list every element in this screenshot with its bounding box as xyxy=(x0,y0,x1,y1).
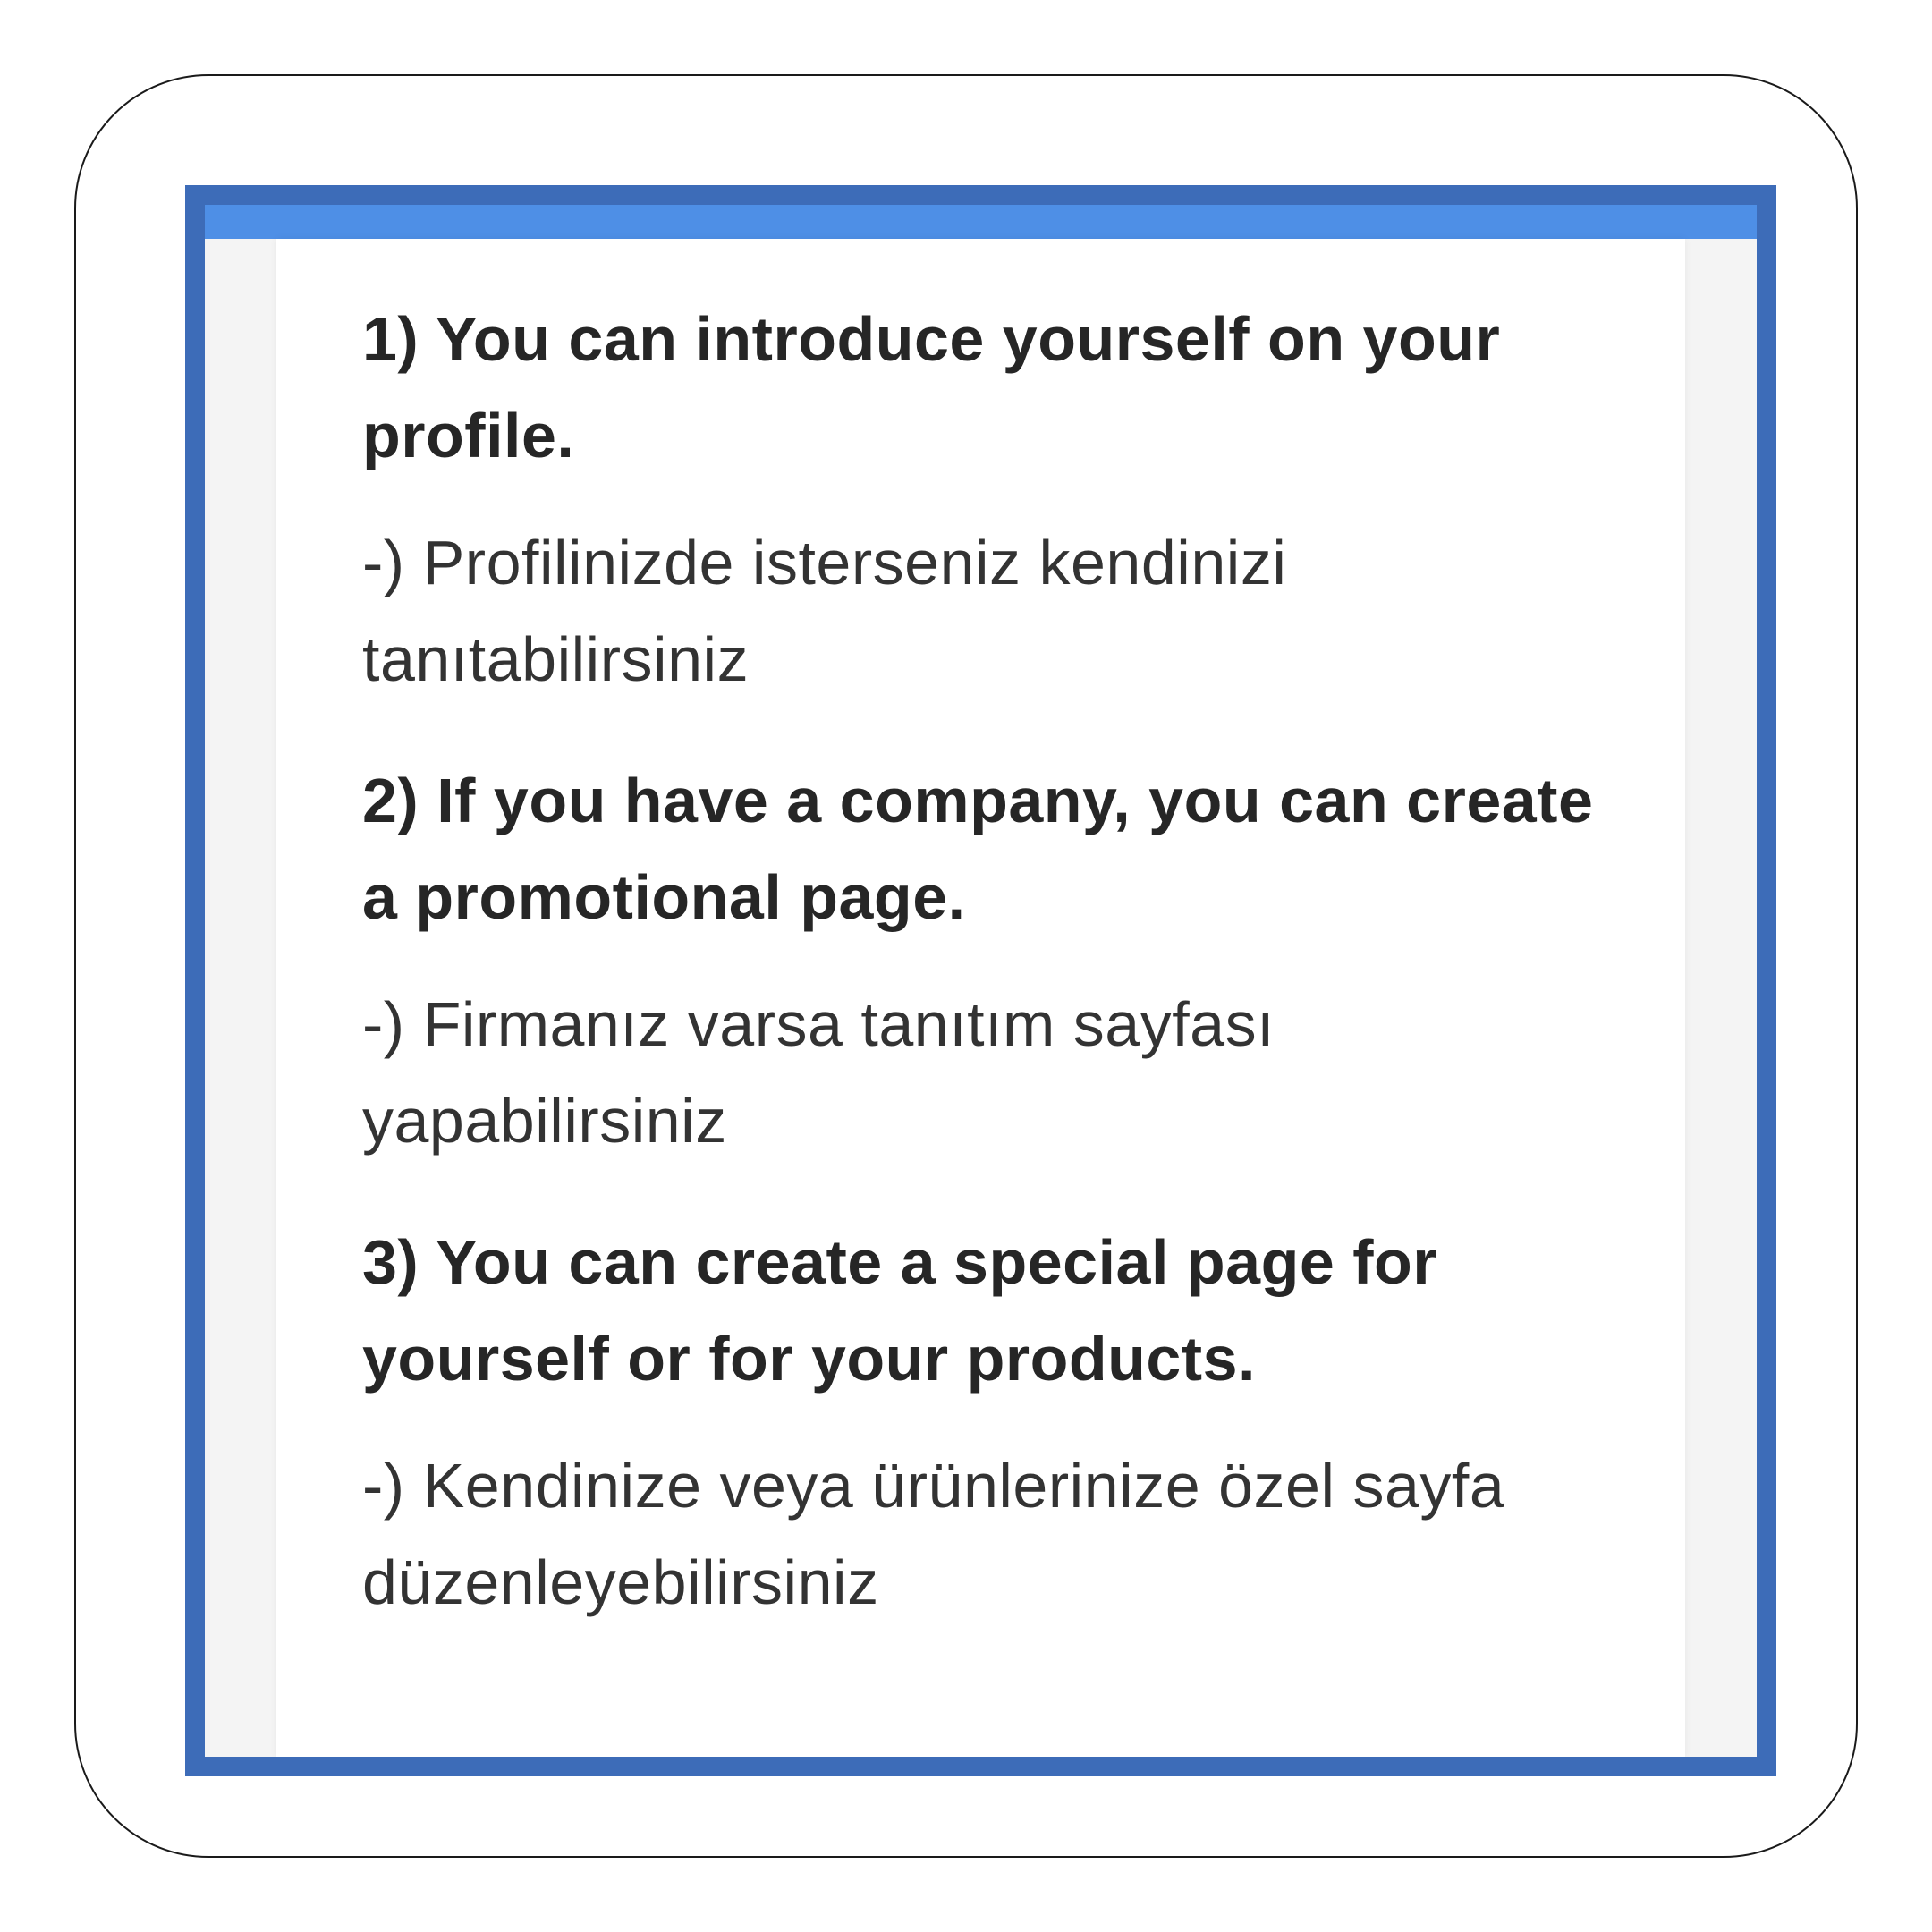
right-page-margin xyxy=(1685,239,1757,1757)
feature-section-3 xyxy=(362,1214,1599,1631)
feature-heading: 3) You can create a special page for yourself or for your products. xyxy=(362,1227,1438,1394)
content-panel xyxy=(276,239,1685,1757)
feature-heading: 2) If you have a company, you can create a promotional page. xyxy=(362,766,1594,932)
top-accent-bar xyxy=(205,205,1757,239)
screenshot-frame xyxy=(185,185,1776,1776)
feature-section-1 xyxy=(362,291,1599,708)
feature-translation: -) Firmanız varsa tanıtım sayfası yapabilirsiniz xyxy=(362,989,1275,1156)
feature-translation: -) Kendinize veya ürünlerinize özel sayfa düzenleyebilirsiniz xyxy=(362,1451,1505,1617)
left-page-margin xyxy=(205,239,276,1757)
feature-heading: 1) You can introduce yourself on your profile. xyxy=(362,304,1501,470)
feature-translation: -) Profilinizde isterseniz kendinizi tanıtabilirsiniz xyxy=(362,528,1287,694)
feature-section-2 xyxy=(362,752,1599,1169)
content-body xyxy=(276,239,1685,1631)
